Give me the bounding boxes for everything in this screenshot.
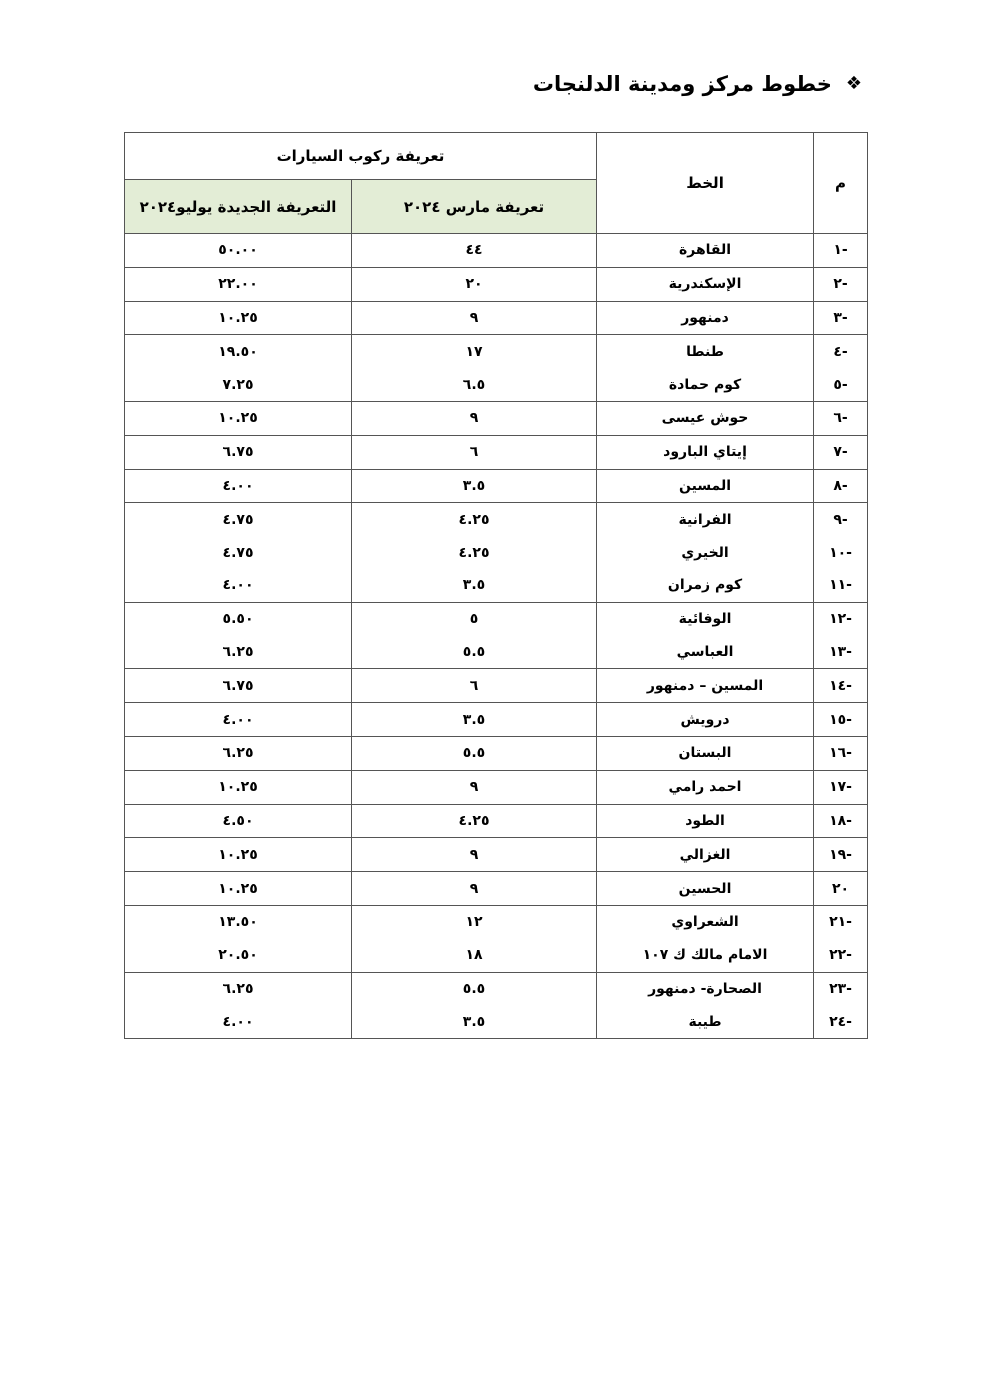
row-line-name: الغزالي: [597, 838, 814, 872]
table-row: [125, 972, 868, 1005]
row-july-fare: ١٩.٥٠: [125, 335, 352, 368]
row-line-name: الطود: [597, 804, 814, 838]
table-row: [125, 267, 868, 301]
row-number: -١٧: [814, 770, 868, 804]
table-row: [125, 569, 868, 602]
table-row: [125, 301, 868, 335]
row-march-fare: ٤.٢٥: [352, 503, 597, 536]
row-number: -١٨: [814, 804, 868, 838]
table-row: [125, 636, 868, 669]
table-row: [125, 368, 868, 401]
row-line-name: العباسي: [597, 636, 814, 669]
row-march-fare: ٦: [352, 669, 597, 703]
row-number: -٩: [814, 503, 868, 536]
row-line-name: إيتاي البارود: [597, 435, 814, 469]
row-number: -٢٣: [814, 972, 868, 1005]
diamond-bullet-icon: ❖: [845, 73, 862, 94]
row-number: -٢٤: [814, 1005, 868, 1038]
row-number: -٤: [814, 335, 868, 368]
table-row: [125, 335, 868, 368]
row-july-fare: ٥.٥٠: [125, 602, 352, 635]
row-line-name: المسين – دمنهور: [597, 669, 814, 703]
row-march-fare: ٤.٢٥: [352, 536, 597, 569]
row-march-fare: ٣.٥: [352, 469, 597, 503]
row-number: -٨: [814, 469, 868, 503]
row-july-fare: ١٠.٢٥: [125, 872, 352, 906]
table-row: [125, 536, 868, 569]
row-line-name: حوش عيسى: [597, 401, 814, 435]
header-line: الخط: [597, 133, 814, 234]
row-march-fare: ١٢: [352, 905, 597, 938]
table-row: [125, 804, 868, 838]
table-row: [125, 1005, 868, 1038]
row-line-name: القاهرة: [597, 234, 814, 268]
row-march-fare: ٤.٢٥: [352, 804, 597, 838]
row-number: -١٤: [814, 669, 868, 703]
row-number: -٧: [814, 435, 868, 469]
row-march-fare: ٩: [352, 401, 597, 435]
row-july-fare: ٤.٠٠: [125, 703, 352, 737]
row-march-fare: ٦.٥: [352, 368, 597, 401]
row-line-name: البستان: [597, 736, 814, 770]
table-row: [125, 602, 868, 635]
table-row: [125, 939, 868, 972]
table-row: [125, 703, 868, 737]
row-july-fare: ٧.٢٥: [125, 368, 352, 401]
row-number: -٦: [814, 401, 868, 435]
row-march-fare: ١٧: [352, 335, 597, 368]
row-line-name: احمد رامي: [597, 770, 814, 804]
page-title-text: خطوط مركز ومدينة الدلنجات: [532, 72, 832, 96]
row-july-fare: ٦.٢٥: [125, 636, 352, 669]
row-march-fare: ٩: [352, 770, 597, 804]
row-march-fare: ٥: [352, 602, 597, 635]
row-march-fare: ٣.٥: [352, 569, 597, 602]
row-july-fare: ١٠.٢٥: [125, 301, 352, 335]
row-july-fare: ٤.٥٠: [125, 804, 352, 838]
row-line-name: الوفائية: [597, 602, 814, 635]
row-july-fare: ٦.٧٥: [125, 435, 352, 469]
table-row: [125, 401, 868, 435]
row-july-fare: ١٠.٢٥: [125, 770, 352, 804]
row-july-fare: ٦.٢٥: [125, 972, 352, 1005]
row-number: -١٦: [814, 736, 868, 770]
row-march-fare: ٦: [352, 435, 597, 469]
row-number: -٢٢: [814, 939, 868, 972]
row-july-fare: ٤.٠٠: [125, 469, 352, 503]
row-line-name: طنطا: [597, 335, 814, 368]
row-july-fare: ١٠.٢٥: [125, 838, 352, 872]
table-row: [125, 736, 868, 770]
row-number: -١٥: [814, 703, 868, 737]
row-number: -١٩: [814, 838, 868, 872]
row-march-fare: ٣.٥: [352, 1005, 597, 1038]
table-row: [125, 872, 868, 906]
row-march-fare: ٩: [352, 872, 597, 906]
row-july-fare: ٦.٢٥: [125, 736, 352, 770]
header-july-fare: التعريفة الجديدة يوليو٢٠٢٤: [125, 180, 352, 234]
fares-table: [124, 132, 868, 1039]
row-number: -١٠: [814, 536, 868, 569]
row-line-name: الفرانية: [597, 503, 814, 536]
table-row: [125, 234, 868, 268]
table-row: [125, 770, 868, 804]
row-july-fare: ١٠.٢٥: [125, 401, 352, 435]
row-july-fare: ٤.٠٠: [125, 1005, 352, 1038]
table-row: [125, 435, 868, 469]
row-march-fare: ٥.٥: [352, 972, 597, 1005]
row-line-name: الخيري: [597, 536, 814, 569]
row-number: -٥: [814, 368, 868, 401]
row-number: ٢٠: [814, 872, 868, 906]
row-number: -١: [814, 234, 868, 268]
table-row: [125, 469, 868, 503]
row-march-fare: ٤٤: [352, 234, 597, 268]
row-july-fare: ٤.٧٥: [125, 503, 352, 536]
row-march-fare: ٩: [352, 301, 597, 335]
row-july-fare: ٢٠.٥٠: [125, 939, 352, 972]
table-row: [125, 503, 868, 536]
row-line-name: كوم زمران: [597, 569, 814, 602]
row-july-fare: ١٣.٥٠: [125, 905, 352, 938]
header-fare-group: تعريفة ركوب السيارات: [125, 133, 597, 180]
row-march-fare: ٣.٥: [352, 703, 597, 737]
table-row: [125, 669, 868, 703]
row-line-name: كوم حمادة: [597, 368, 814, 401]
row-number: -١٢: [814, 602, 868, 635]
row-march-fare: ٥.٥: [352, 736, 597, 770]
row-march-fare: ٥.٥: [352, 636, 597, 669]
row-july-fare: ٦.٧٥: [125, 669, 352, 703]
row-line-name: الشعراوي: [597, 905, 814, 938]
row-july-fare: ٢٢.٠٠: [125, 267, 352, 301]
row-number: -٢١: [814, 905, 868, 938]
table-row: [125, 905, 868, 938]
row-number: -٣: [814, 301, 868, 335]
row-line-name: طيبة: [597, 1005, 814, 1038]
page-title: [162, 72, 862, 96]
row-line-name: الصحارة- دمنهور: [597, 972, 814, 1005]
header-march-fare: تعريفة مارس ٢٠٢٤: [352, 180, 597, 234]
row-line-name: الحسين: [597, 872, 814, 906]
row-july-fare: ٤.٠٠: [125, 569, 352, 602]
row-number: -١١: [814, 569, 868, 602]
row-july-fare: ٥٠.٠٠: [125, 234, 352, 268]
row-line-name: الامام مالك ك ١٠٧: [597, 939, 814, 972]
row-number: -١٣: [814, 636, 868, 669]
row-march-fare: ٩: [352, 838, 597, 872]
row-march-fare: ١٨: [352, 939, 597, 972]
row-line-name: دمنهور: [597, 301, 814, 335]
row-line-name: المسين: [597, 469, 814, 503]
row-number: -٢: [814, 267, 868, 301]
row-march-fare: ٢٠: [352, 267, 597, 301]
row-line-name: درويش: [597, 703, 814, 737]
table-row: [125, 838, 868, 872]
row-july-fare: ٤.٧٥: [125, 536, 352, 569]
row-line-name: الإسكندرية: [597, 267, 814, 301]
header-num: م: [814, 133, 868, 234]
